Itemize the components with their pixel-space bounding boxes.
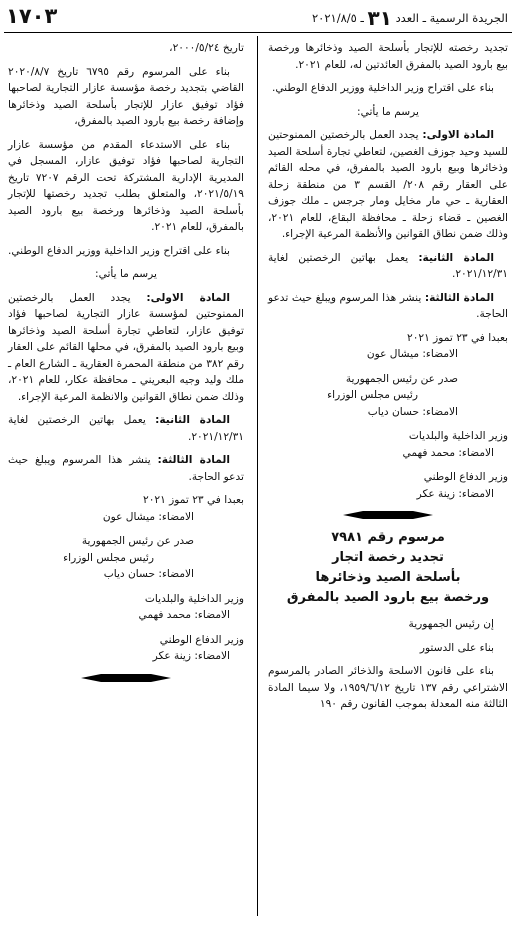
article-label: المادة الاولى: [422,129,494,141]
decree-title-line: ورخصة بيع بارود الصيد بالمفرق [286,590,490,605]
article-2 [8,412,244,445]
article-label: المادة الثالثة: [157,454,230,466]
article-2 [268,250,508,283]
issued-by: صدر عن رئيس الجمهورية [81,535,194,547]
constitution-line: بناء على الدستور [419,641,494,654]
issue-number: ٣١ [367,6,392,30]
article-label: المادة الثالثة: [424,291,494,304]
article-text: يعمل بهاتين الرخصتين لغاية ٢٠٢١/١٢/٣١. [8,414,244,443]
signature-interior: الامضاء: محمد فهمي [138,609,230,621]
paragraph: بناء على اقتراح وزير الداخلية ووزير الدفاع الوطني. [271,82,494,94]
article-3 [268,290,508,323]
header-rule [4,32,512,33]
issued-by: صدر عن رئيس الجمهورية [345,372,458,385]
interior-title: وزير الداخلية والبلديات [144,592,244,605]
paragraph: بناء على قانون الاسلحة والذخائر الصادر بالمرسوم الاشتراعي رقم ١٣٧ تاريخ ١٩٥٩/٦/١٢، ولا سيما المادة الثالثة منه المعدلة بموجب القانون رقم ١٩٠ [268,665,508,710]
page-header [0,0,516,32]
article-label: المادة الثانية: [418,251,494,264]
paragraph: تجديد رخصته للإتجار بأسلحة الصيد وذخائرها ورخصة بيع بارود الصيد بالمفرق العائدتين له، للعام ٢٠٢١. [268,42,508,71]
defense-title: وزير الدفاع الوطني [159,633,244,646]
decrees-heading: يرسم ما يأتي: [95,268,157,280]
paragraph: بناء على المرسوم رقم ٦٧٩٥ تاريخ ٢٠٢٠/٨/٧ القاضي بتجديد رخصة مؤسسة عازار التجارية لصاحبها فؤاد توفيق عازار للإتجار بأسلحة الصيد وذخائرها وإضافة رخصة بيع بارود الصيد بالمفرق، [8,65,244,127]
signature-defense: الامضاء: زينة عكر [152,650,230,662]
signature-pm: الامضاء: حسان دياب [367,405,458,418]
article-text: يجدد العمل بالرخصتين الممنوحتين للسيد وحيد جوزف الغصين، لتعاطي تجارة أسلحة الصيد وذخائرها وبيع بارود الصيد بالمفرق، في محله القائم على العقار رقم ٢٠٨/ القسم ٣ من منطقة زحلة العقارية ـ حي مار مخايل ومار جرجس ـ ملك جوزف الغصين ـ قضاء زحلة ـ محافظة البقاع، للعام ٢٠٢١، وذلك ضمن نطاق القوانين والأنظمة المرعية الإجراء. [268,129,508,240]
pm-title: رئيس مجلس الوزراء [63,551,154,564]
article-text: يجدد العمل بالرخصتين الممنوحتين لمؤسسة عازار التجارية لصاحبها فؤاد توفيق عازار، لتعاطي تجارة أسلحة الصيد وذخائرها وبيع بارود الصيد بالمفرق، في محلها القائم على العقار رقم ٣٨٢ من منطقة المحمرة العقارية ـ الشارع العام ـ ملك وليد وجيه البعريني ـ محافظة عكار، للعام ٢٠٢١، وذلك ضمن نطاق القوانين والانظمة المرعية الإجراء. [8,291,244,403]
journal-title [312,6,508,30]
decree-number: مرسوم رقم ٧٩٨١ [331,530,445,545]
decree-title-line: تجديد رخصة اتجار [332,550,444,565]
decrees-heading: يرسم ما يأتي: [357,105,419,118]
right-column [268,40,508,720]
article-text: ينشر هذا المرسوم ويبلغ حيث تدعو الحاجة. [8,454,244,483]
signature-president: الامضاء: ميشال عون [366,348,458,360]
signature-pm: الامضاء: حسان دياب [103,568,194,580]
article-label: المادة الاولى: [146,291,230,304]
section-separator [268,508,508,522]
interior-title: وزير الداخلية والبلديات [408,430,508,442]
paragraph: بناء على الاستدعاء المقدم من مؤسسة عازار التجارية لصاحبها فؤاد توفيق عازار، المسجل في المديرية الإدارية المشتركة تحت الرقم ٧٢٠٧ تاريخ ٢٠٢١/٥/١٩، والمتعلق بطلب تجديد رخصتها للإتجار بأسلحة الصيد وذخائرها ورخصة بيع بارود الصيد بالمفرق، للعام ٢٠٢١. [8,138,244,233]
date-line: بعبدا في ٢٣ تموز ٢٠٢١ [407,331,508,344]
signature-president: الامضاء: ميشال عون [102,510,194,523]
pm-title: رئيس مجلس الوزراء [327,389,418,401]
article-1 [268,127,508,243]
article-1 [8,290,244,406]
decree-title-line: بأسلحة الصيد وذخائرها [315,570,461,585]
president-line: إن رئيس الجمهورية [408,618,494,630]
left-column [8,40,244,691]
date-line: بعبدا في ٢٣ تموز ٢٠٢١ [143,494,244,506]
journal-name: الجريدة الرسمية ـ العدد [395,11,508,25]
article-3 [8,452,244,485]
issue-date: ـ ٢٠٢١/٨/٥ [311,11,364,25]
article-label: المادة الثانية: [155,414,230,426]
signature-interior: الامضاء: محمد فهمي [402,446,494,459]
paragraph: بناء على اقتراح وزير الداخلية ووزير الدفاع الوطني. [7,244,230,257]
signature-defense: الامضاء: زينة عكر [416,487,494,500]
column-divider [257,36,258,916]
article-text: يعمل بهاتين الرخصتين لغاية ٢٠٢١/١٢/٣١. [268,251,508,280]
article-text: ينشر هذا المرسوم ويبلغ حيث تدعو الحاجة. [268,291,508,320]
page-number: ١٧٠٣ [6,4,58,28]
paragraph: تاريخ ٢٠٠٠/٥/٢٤، [169,42,244,54]
section-separator [8,671,244,685]
defense-title: وزير الدفاع الوطني [423,471,508,483]
